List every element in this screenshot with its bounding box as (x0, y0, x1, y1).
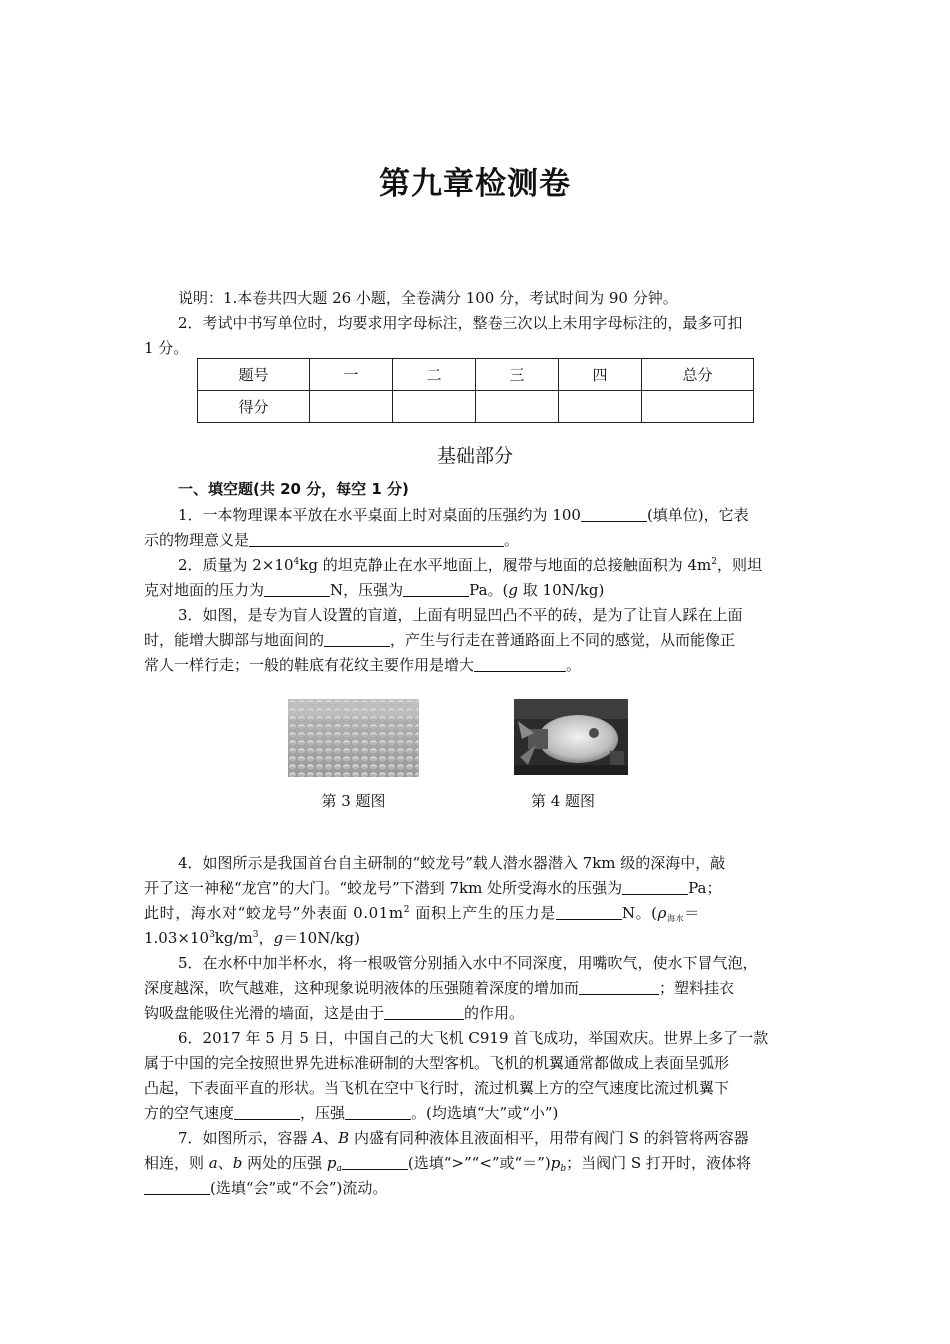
question-5-cont (144, 979, 734, 997)
text: 克对地面的压力为 (144, 581, 265, 599)
text: 取 10N/kg) (517, 581, 605, 599)
score-input-cell[interactable] (559, 391, 642, 423)
var-p: p (550, 1154, 561, 1172)
var-A: A (312, 1129, 324, 1147)
answer-blank[interactable] (384, 1005, 464, 1020)
var-rho: ρ (657, 904, 668, 922)
var-g: g (508, 581, 518, 599)
text: 。 (566, 656, 582, 674)
text: 相连，则 (144, 1154, 209, 1172)
page-title: 第九章检测卷 (379, 166, 571, 202)
question-1-cont (144, 531, 519, 549)
answer-blank[interactable] (581, 507, 647, 522)
answer-blank[interactable] (622, 880, 688, 895)
text: ，产生与行走在普通路面上不同的感觉，从而能像正 (390, 631, 736, 649)
score-input-cell[interactable] (476, 391, 559, 423)
var-g: g (273, 929, 284, 947)
var-p: p (326, 1154, 337, 1172)
score-input-cell[interactable] (310, 391, 393, 423)
text: kg 的坦克静止在水平地面上，履带与地面的总接触面积为 4m (299, 556, 712, 574)
text: 1．一本物理课本平放在水平桌面上时对桌面的压强约为 100 (178, 506, 581, 524)
question-2 (178, 556, 762, 574)
note-2-cont: 1 分。 (144, 339, 189, 357)
text: Pa； (688, 879, 722, 897)
answer-blank[interactable] (144, 1180, 210, 1195)
table-cell: 一 (310, 359, 393, 391)
answer-blank[interactable] (264, 582, 330, 597)
text: 的作用。 (464, 1004, 525, 1022)
question-2-cont (144, 581, 604, 599)
var-b: b (232, 1154, 243, 1172)
figure-4-caption: 第 4 题图 (530, 792, 596, 810)
score-table-score-row (198, 391, 754, 423)
text: ，压强 (300, 1104, 346, 1122)
table-cell: 四 (559, 359, 642, 391)
question-3-cont2 (144, 656, 581, 674)
answer-blank[interactable] (579, 980, 659, 995)
text: 两处的压强 (242, 1154, 327, 1172)
table-cell: 题号 (198, 359, 310, 391)
exponent: 3 (252, 930, 259, 940)
text: 时，能增大脚部与地面间的 (144, 631, 325, 649)
text: 此时，海水对“蛟龙号”外表面 0.01m (144, 904, 404, 922)
var-B: B (338, 1129, 350, 1147)
question-1 (178, 506, 749, 524)
text: (选填“>”“<”或“＝”) (407, 1154, 551, 1172)
text: (填单位)，它表 (646, 506, 749, 524)
text: 钩吸盘能吸住光滑的墙面，这是由于 (144, 1004, 385, 1022)
question-6: 6．2017 年 5 月 5 日，中国自己的大飞机 C919 首飞成功，举国欢庆。世界上多了一款 (178, 1029, 769, 1047)
text: ，则坦 (716, 556, 762, 574)
question-6-cont: 属于中国的完全按照世界先进标准研制的大型客机。飞机的机翼通常都做成上表面呈弧形 (144, 1054, 730, 1072)
question-5: 5．在水杯中加半杯水，将一根吸管分别插入水中不同深度，用嘴吹气，使水下冒气泡， (178, 954, 758, 972)
text: ；当阀门 S 打开时，液体将 (566, 1154, 751, 1172)
question-5-cont2 (144, 1004, 524, 1022)
text: 常人一样行走；一般的鞋底有花纹主要作用是增大 (144, 656, 475, 674)
exponent: 2 (711, 557, 717, 567)
subscript-b: b (560, 1164, 567, 1174)
exponent: 2 (403, 905, 411, 915)
submersible-figure (514, 699, 628, 775)
text: 、 (323, 1129, 339, 1147)
var-a: a (208, 1154, 218, 1172)
part1-heading: 一、填空题(共 20 分，每空 1 分) (178, 480, 409, 498)
text: 7．如图所示，容器 (178, 1129, 313, 1147)
text: ＝10N/kg) (283, 929, 360, 947)
figure-3-caption: 第 3 题图 (321, 792, 386, 810)
text: 2．质量为 2×10 (178, 556, 294, 574)
text: 深度越深，吹气越难，这种现象说明液体的压强随着深度的增加而 (144, 979, 580, 997)
subscript-a: a (336, 1164, 342, 1174)
section-title: 基础部分 (436, 445, 513, 467)
answer-blank[interactable] (556, 905, 622, 920)
subscript: 海水 (667, 914, 685, 923)
answer-blank[interactable] (403, 582, 469, 597)
text: 面积上产生的压力是 (410, 904, 556, 922)
text: 、 (217, 1154, 233, 1172)
question-4: 4．如图所示是我国首台自主研制的“蛟龙号”载人潜水器潜入 7km 级的深海中，敲 (178, 854, 726, 872)
table-cell: 三 (476, 359, 559, 391)
question-7-cont (144, 1154, 751, 1172)
answer-blank[interactable] (249, 532, 504, 547)
question-4-cont (144, 879, 721, 897)
question-4-cont3 (144, 929, 360, 947)
text: 开了这一神秘“龙宫”的大门。“蛟龙号”下潜到 7km 处所受海水的压强为 (144, 879, 623, 897)
question-6-cont2: 凸起，下表面平直的形状。当飞机在空中飞行时，流过机翼上方的空气速度比流过机翼下 (144, 1079, 730, 1097)
question-7-cont2 (144, 1179, 387, 1197)
question-3-cont (144, 631, 735, 649)
table-cell: 得分 (198, 391, 310, 423)
answer-blank[interactable] (234, 1105, 300, 1120)
table-cell: 总分 (642, 359, 754, 391)
answer-blank[interactable] (342, 1155, 408, 1170)
note-1: 说明：1.本卷共四大题 26 小题，全卷满分 100 分，考试时间为 90 分钟。 (178, 289, 678, 307)
answer-blank[interactable] (474, 657, 566, 672)
text: 1.03×10 (144, 929, 210, 947)
note-2: 2．考试中书写单位时，均要求用字母标注，整卷三次以上未用字母标注的，最多可扣 (178, 314, 743, 332)
exponent: 4 (293, 557, 300, 567)
text: (选填“会”或“不会”)流动。 (210, 1179, 388, 1197)
score-input-cell[interactable] (642, 391, 754, 423)
text: 方的空气速度 (144, 1104, 235, 1122)
text: ， (258, 929, 274, 947)
question-6-cont3 (144, 1104, 558, 1122)
text: ；塑料挂衣 (659, 979, 735, 997)
question-7 (178, 1129, 749, 1147)
answer-blank[interactable] (324, 632, 390, 647)
text: N，压强为 (330, 581, 404, 599)
text: 。(均选填“大”或“小”) (411, 1104, 559, 1122)
text: 示的物理意义是 (144, 531, 250, 549)
text: kg/m (214, 929, 253, 947)
question-4-cont2 (144, 904, 700, 922)
text: Pa。( (469, 581, 509, 599)
answer-blank[interactable] (345, 1105, 411, 1120)
table-cell: 二 (393, 359, 476, 391)
text: ＝ (684, 904, 700, 922)
exponent: 3 (209, 930, 215, 940)
text: 内盛有同种液体且液面相平，用带有阀门 S 的斜管将两容器 (349, 1129, 749, 1147)
score-table (197, 358, 754, 423)
score-table-header-row (198, 359, 754, 391)
text: N。( (621, 904, 658, 922)
question-3: 3．如图，是专为盲人设置的盲道，上面有明显凹凸不平的砖，是为了让盲人踩在上面 (178, 606, 743, 624)
score-input-cell[interactable] (393, 391, 476, 423)
tactile-paving-figure (288, 699, 419, 777)
text: 。 (504, 531, 520, 549)
